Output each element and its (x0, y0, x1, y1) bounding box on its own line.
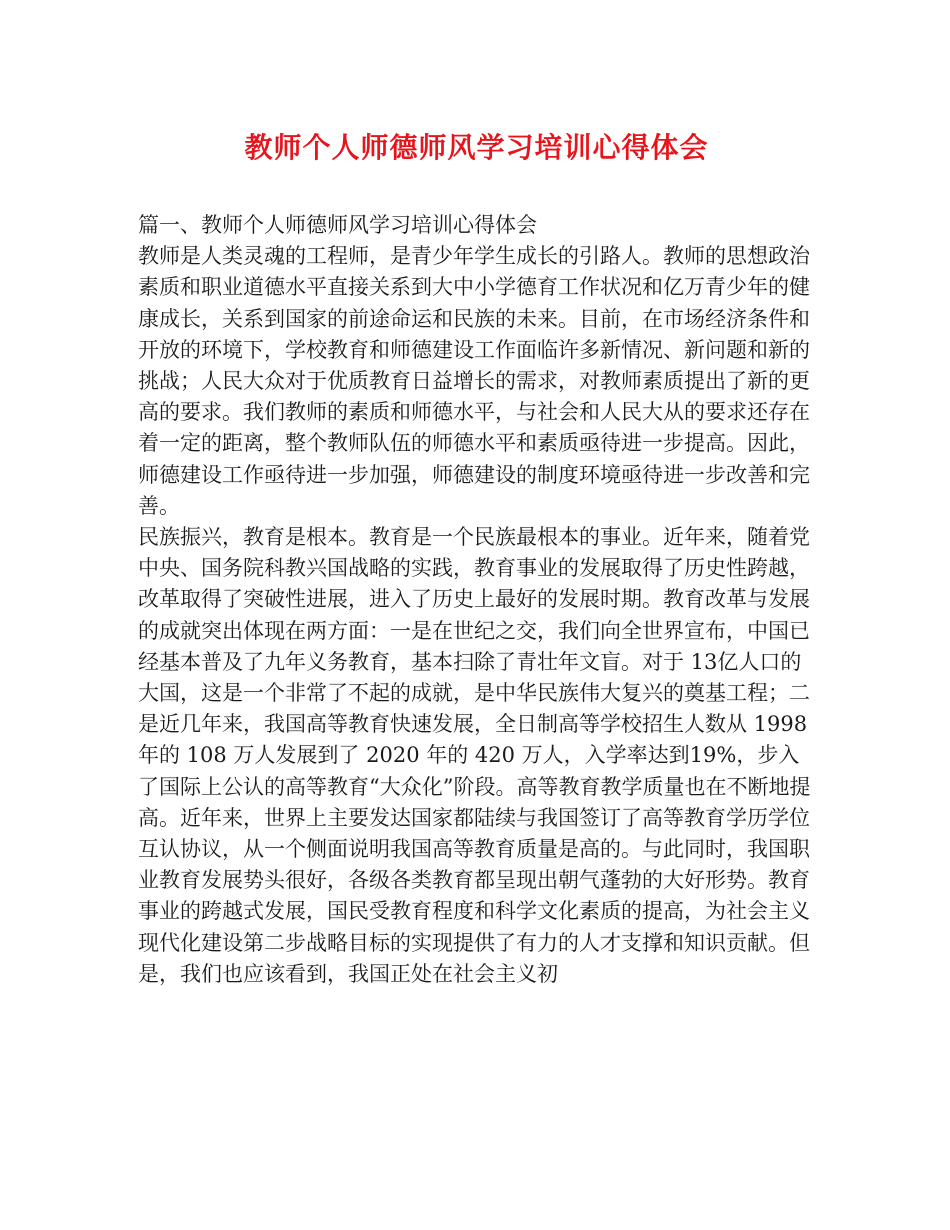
body-paragraph-1: 教师是人类灵魂的工程师，是青少年学生成长的引路人。教师的思想政治素质和职业道德水平直接关系到大中小学德育工作状况和亿万青少年的健康成长，关系到国家的前途命运和民族的未来。目前，在市场经济条件和开放的环境下，学校教育和师德建设工作面临许多新情况、新问题和新的挑战；人民大众对于优质教育日益增长的需求，对教师素质提出了新的更高的要求。我们教师的素质和师德水平，与社会和人民大从的要求还存在着一定的距离，整个教师队伍的师德水平和素质亟待进一步提高。因此，师德建设工作亟待进一步加强，师德建设的制度环境亟待进一步改善和完善。 (138, 244, 810, 518)
body-paragraph-2: 民族振兴，教育是根本。教育是一个民族最根本的事业。近年来，随着党中央、国务院科教兴国战略的实践，教育事业的发展取得了历史性跨越，改革取得了突破性进展，进入了历史上最好的发展时期。教育改革与发展的成就突出体现在两方面：一是在世纪之交，我们向全世界宣布，中国已经基本普及了九年义务教育，基本扫除了青壮年文盲。对于 13亿人口的大国，这是一个非常了不起的成就，是中华民族伟大复兴的奠基工程；二是近几年来，我国高等教育快速发展，全日制高等学校招生人数从 1998 年的 108 万人发展到了 2020 年的 420 万人，入学率达到19%，步入了国际上公认的高等教育“大众化”阶段。高等教育教学质量也在不断地提高。近年来，世界上主要发达国家都陆续与我国签订了高等教育学历学位互认协议，从一个侧面说明我国高等教育质量是高的。与此同时，我国职业教育发展势头很好，各级各类教育都呈现出朝气蓬勃的大好形势。教育事业的跨越式发展，国民受教育程度和科学文化素质的提高，为社会主义现代化建设第二步战略目标的实现提供了有力的人才支撑和知识贡献。但是，我们也应该看到，我国正处在社会主义初 (138, 525, 811, 986)
document-body (138, 210, 815, 990)
document-title: 教师个人师德师风学习培训心得体会 (244, 131, 709, 164)
section-heading: 篇一、教师个人师德师风学习培训心得体会 (138, 213, 537, 237)
